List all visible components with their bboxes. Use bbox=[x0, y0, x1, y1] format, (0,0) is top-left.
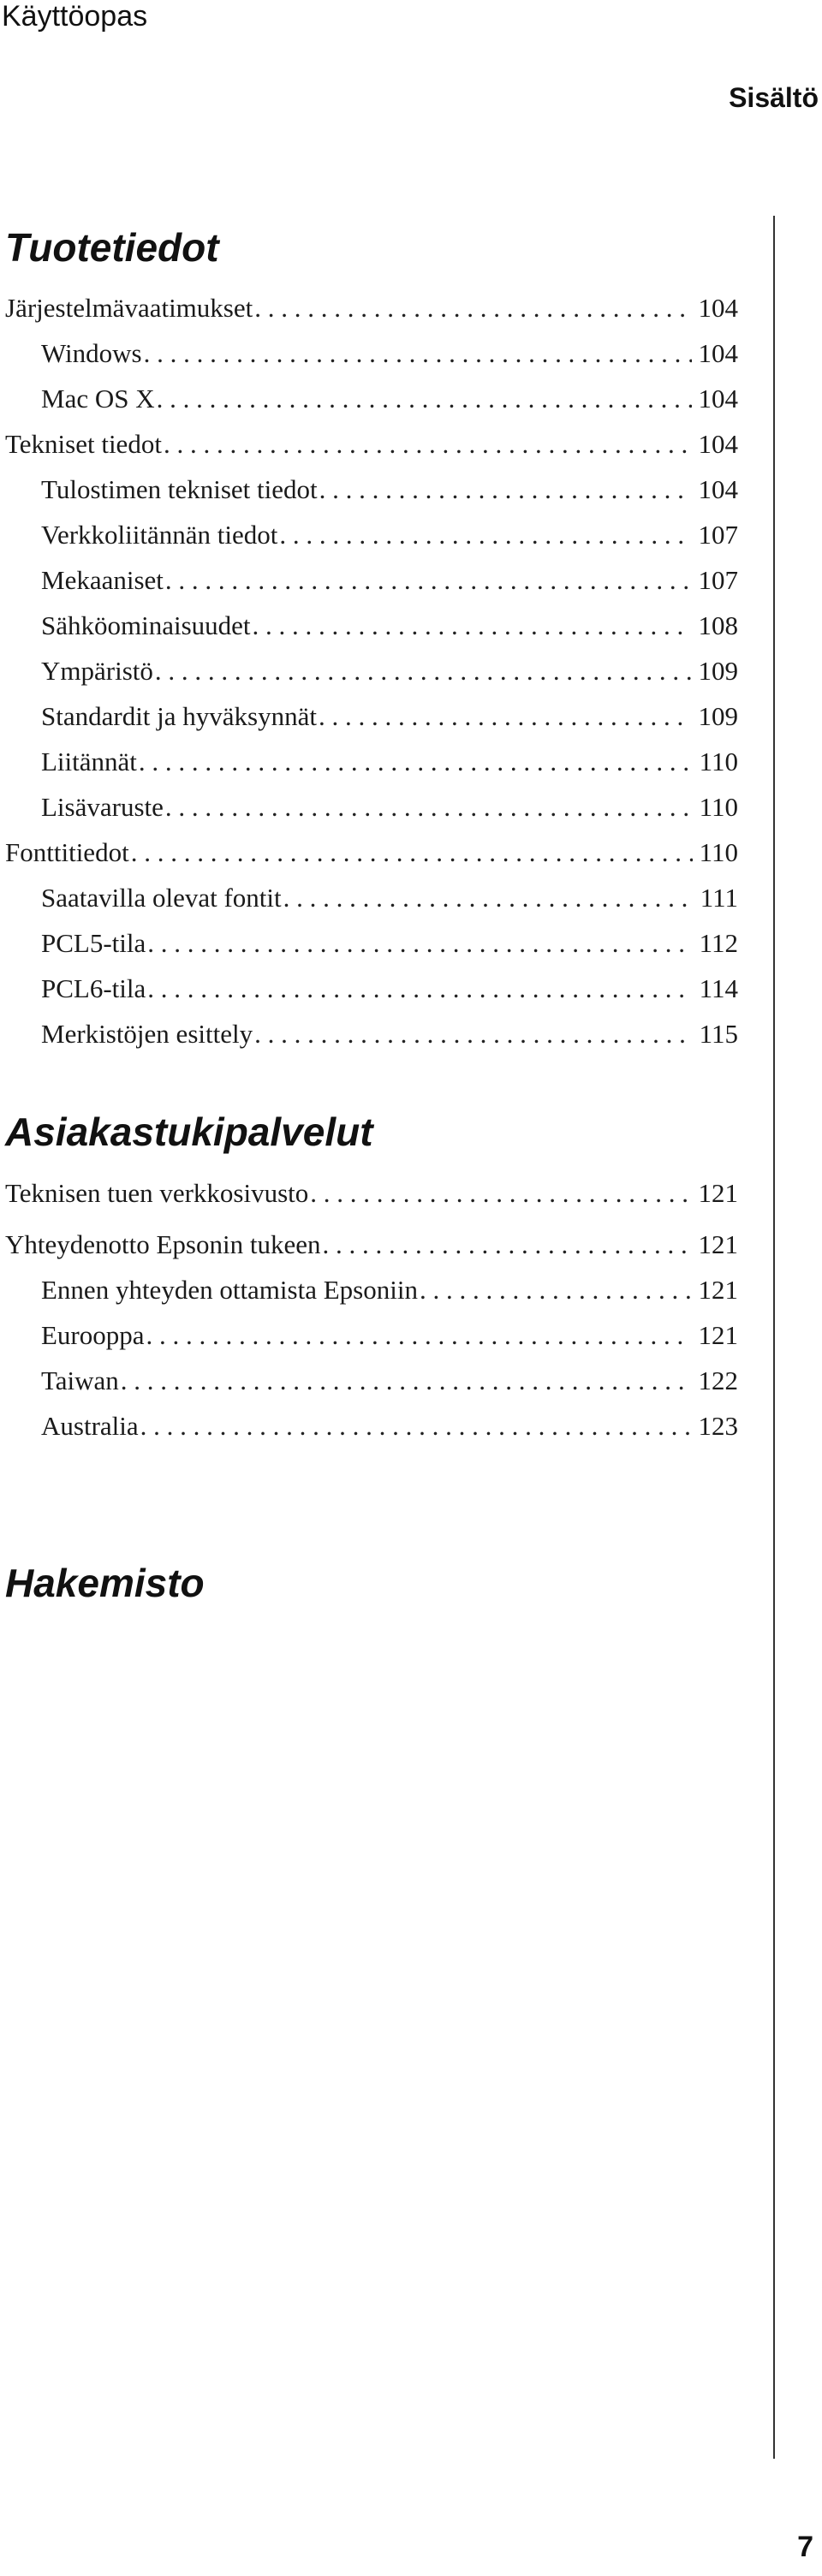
dot-leader bbox=[162, 421, 692, 467]
toc-entry-tulostimen-tekniset-tiedot[interactable] bbox=[0, 467, 738, 512]
toc-entry-taiwan[interactable] bbox=[0, 1358, 738, 1403]
toc-entry-label: Tekniset tiedot bbox=[5, 429, 162, 459]
toc-entry-page: 121 bbox=[698, 1320, 738, 1350]
dot-leader bbox=[146, 920, 692, 966]
toc-entry-page: 109 bbox=[698, 701, 738, 731]
toc-entry-verkkoliitannan-tiedot[interactable] bbox=[0, 512, 738, 557]
toc-entry-page: 110 bbox=[699, 792, 738, 822]
dot-leader bbox=[277, 512, 691, 557]
manual-title: Käyttöopas bbox=[2, 0, 148, 33]
dot-leader bbox=[318, 467, 692, 512]
dot-leader bbox=[164, 784, 693, 830]
section-title-tuotetiedot[interactable]: Tuotetiedot bbox=[5, 225, 219, 270]
toc-entry-page: 104 bbox=[698, 384, 738, 413]
dot-leader bbox=[282, 875, 694, 920]
toc-entry-mac-os-x[interactable] bbox=[0, 376, 738, 421]
toc-entry-page: 108 bbox=[698, 610, 738, 640]
dot-leader bbox=[142, 330, 692, 376]
toc-entry-page: 115 bbox=[699, 1019, 738, 1049]
toc-entry-label: Järjestelmävaatimukset bbox=[5, 293, 253, 323]
toc-entry-label: Tulostimen tekniset tiedot bbox=[41, 474, 318, 504]
toc-entry-label: Mac OS X bbox=[41, 384, 155, 413]
dot-leader bbox=[153, 648, 692, 693]
toc-entry-teknisen-tuen-verkkosivusto[interactable] bbox=[0, 1170, 738, 1216]
toc-entry-tekniset-tiedot[interactable] bbox=[0, 421, 738, 467]
vertical-rule bbox=[773, 216, 775, 2459]
page-number: 7 bbox=[797, 2531, 813, 2563]
toc-entry-page: 121 bbox=[698, 1229, 738, 1259]
toc-entry-ymparisto[interactable] bbox=[0, 648, 738, 693]
toc-entry-label: Yhteydenotto Epsonin tukeen bbox=[5, 1229, 321, 1259]
toc-entry-page: 122 bbox=[698, 1365, 738, 1395]
toc-entry-page: 104 bbox=[698, 293, 738, 323]
toc-entry-label: PCL5-tila bbox=[41, 928, 146, 958]
toc-entry-page: 109 bbox=[698, 656, 738, 686]
section-label: Sisältö bbox=[729, 82, 819, 113]
toc-entry-label: Ennen yhteyden ottamista Epsoniin bbox=[41, 1275, 418, 1305]
toc-entry-label: Taiwan bbox=[41, 1365, 119, 1395]
dot-leader bbox=[321, 1222, 692, 1267]
dot-leader bbox=[139, 1403, 692, 1449]
toc-entry-label: Standardit ja hyväksynnät bbox=[41, 701, 317, 731]
toc-entry-page: 121 bbox=[698, 1178, 738, 1208]
toc-entry-ennen-yhteyden-ottamista[interactable] bbox=[0, 1267, 738, 1312]
toc-entry-label: Australia bbox=[41, 1411, 139, 1441]
section-title-hakemisto[interactable]: Hakemisto bbox=[5, 1561, 205, 1605]
dot-leader bbox=[418, 1267, 692, 1312]
toc-entry-page: 107 bbox=[698, 565, 738, 595]
dot-leader bbox=[253, 1011, 693, 1056]
toc-entry-merkistojen-esittely[interactable] bbox=[0, 1011, 738, 1056]
toc-entry-label: Verkkoliitännän tiedot bbox=[41, 520, 278, 550]
toc-list-tuotetiedot bbox=[0, 285, 738, 1056]
toc-entry-label: Lisävaruste bbox=[41, 792, 164, 822]
toc-entry-label: Sähköominaisuudet bbox=[41, 610, 251, 640]
toc-entry-label: Mekaaniset bbox=[41, 565, 164, 595]
dot-leader bbox=[251, 603, 692, 648]
toc-entry-saatavilla-olevat-fontit[interactable] bbox=[0, 875, 738, 920]
toc-entry-label: Fonttitiedot bbox=[5, 837, 129, 867]
dot-leader bbox=[317, 693, 692, 739]
toc-entry-page: 107 bbox=[698, 520, 738, 550]
dot-leader bbox=[164, 557, 692, 603]
toc-entry-label: Eurooppa bbox=[41, 1320, 145, 1350]
toc-entry-label: PCL6-tila bbox=[41, 973, 146, 1003]
section-title-asiakastukipalvelut[interactable]: Asiakastukipalvelut bbox=[5, 1110, 373, 1154]
toc-entry-lisavaruste[interactable] bbox=[0, 784, 738, 830]
toc-entry-page: 121 bbox=[698, 1275, 738, 1305]
toc-entry-page: 111 bbox=[700, 883, 738, 913]
toc-entry-page: 104 bbox=[698, 429, 738, 459]
toc-list-asiakastukipalvelut bbox=[0, 1170, 738, 1449]
dot-leader bbox=[155, 376, 692, 421]
toc-entry-page: 104 bbox=[698, 474, 738, 504]
dot-leader bbox=[119, 1358, 692, 1403]
toc-entry-page: 110 bbox=[699, 747, 738, 776]
toc-entry-eurooppa[interactable] bbox=[0, 1312, 738, 1358]
toc-entry-windows[interactable] bbox=[0, 330, 738, 376]
toc-entry-mekaaniset[interactable] bbox=[0, 557, 738, 603]
toc-entry-label: Ympäristö bbox=[41, 656, 153, 686]
toc-entry-fonttitiedot[interactable] bbox=[0, 830, 738, 875]
toc-entry-page: 114 bbox=[699, 973, 738, 1003]
toc-entry-pcl6-tila[interactable] bbox=[0, 966, 738, 1011]
toc-entry-label: Teknisen tuen verkkosivusto bbox=[5, 1178, 309, 1208]
toc-entry-page: 104 bbox=[698, 338, 738, 368]
dot-leader bbox=[137, 739, 693, 784]
toc-entry-page: 123 bbox=[698, 1411, 738, 1441]
toc-entry-standardit-ja-hyvaksynnat[interactable] bbox=[0, 693, 738, 739]
toc-entry-page: 112 bbox=[699, 928, 738, 958]
toc-entry-label: Merkistöjen esittely bbox=[41, 1019, 253, 1049]
dot-leader bbox=[129, 830, 693, 875]
dot-leader bbox=[308, 1170, 691, 1216]
toc-entry-pcl5-tila[interactable] bbox=[0, 920, 738, 966]
toc-entry-jarjestelmavaatimukset[interactable] bbox=[0, 285, 738, 330]
toc-entry-label: Saatavilla olevat fontit bbox=[41, 883, 282, 913]
toc-entry-liitannat[interactable] bbox=[0, 739, 738, 784]
dot-leader bbox=[145, 1312, 692, 1358]
toc-entry-page: 110 bbox=[699, 837, 738, 867]
dot-leader bbox=[146, 966, 692, 1011]
toc-entry-label: Liitännät bbox=[41, 747, 137, 776]
toc-entry-sahkoominaisuudet[interactable] bbox=[0, 603, 738, 648]
toc-entry-label: Windows bbox=[41, 338, 142, 368]
toc-entry-yhteydenotto-epsonin-tukeen[interactable] bbox=[0, 1222, 738, 1267]
toc-entry-australia[interactable] bbox=[0, 1403, 738, 1449]
dot-leader bbox=[253, 285, 691, 330]
